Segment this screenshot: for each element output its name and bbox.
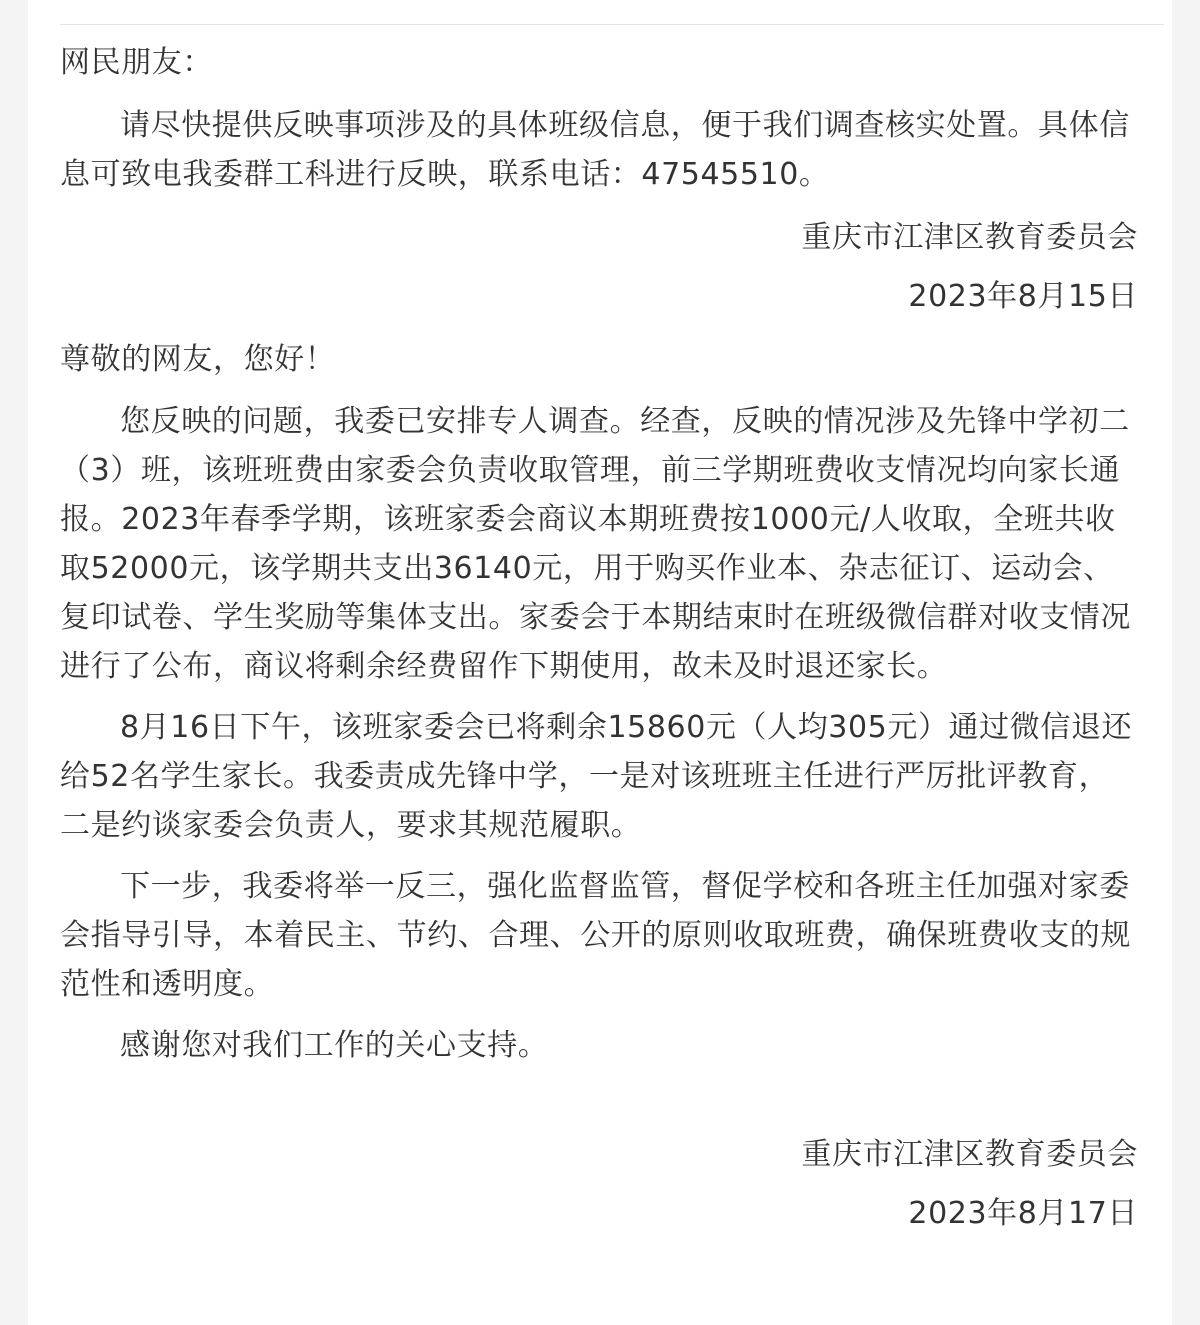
reply-1-date: 2023年8月15日 bbox=[908, 279, 1138, 314]
top-divider bbox=[60, 24, 1164, 25]
reply-2-paragraph-4: 感谢您对我们工作的关心支持。 bbox=[120, 1028, 549, 1063]
reply-2-paragraph-1: 您反映的问题，我委已安排专人调查。经查，反映的情况涉及先锋中学初二（3）班，该班班费由家委会负责收取管理，前三学期班费收支情况均向家长通报。2023年春季学期，该班家委会商议本期班费按1000元/人收取，全班共收取52000元，该学期共支出36140元，用于购买作业本、杂志征订、运动会、复印试卷、学生奖励等集体支出。家委会于本期结束时在班级微信群对收支情况进行了公布，商议将剩余经费留作下期使用，故未及时退还家长。 bbox=[60, 404, 1131, 684]
reply-2-paragraph-2: 8月16日下午，该班家委会已将剩余15860元（人均305元）通过微信退还给52名学生家长。我委责成先锋中学，一是对该班班主任进行严厉批评教育，二是约谈家委会负责人，要求其规范履职。 bbox=[60, 710, 1133, 843]
reply-2-signature: 重庆市江津区教育委员会 bbox=[801, 1137, 1138, 1172]
document-page bbox=[28, 0, 1172, 1325]
reply-1-greeting: 网民朋友： bbox=[60, 45, 213, 80]
reply-1-signature: 重庆市江津区教育委员会 bbox=[801, 220, 1138, 255]
reply-2-paragraph-3: 下一步，我委将举一反三，强化监督监管，督促学校和各班主任加强对家委会指导引导，本着民主、节约、合理、公开的原则收取班费，确保班费收支的规范性和透明度。 bbox=[60, 869, 1131, 1002]
reply-2-greeting: 尊敬的网友，您好！ bbox=[60, 342, 336, 377]
document-content bbox=[60, 38, 1138, 1238]
reply-1-body: 请尽快提供反映事项涉及的具体班级信息，便于我们调查核实处置。具体信息可致电我委群工科进行反映，联系电话：47545510。 bbox=[60, 108, 1130, 192]
reply-2-date: 2023年8月17日 bbox=[908, 1196, 1138, 1231]
